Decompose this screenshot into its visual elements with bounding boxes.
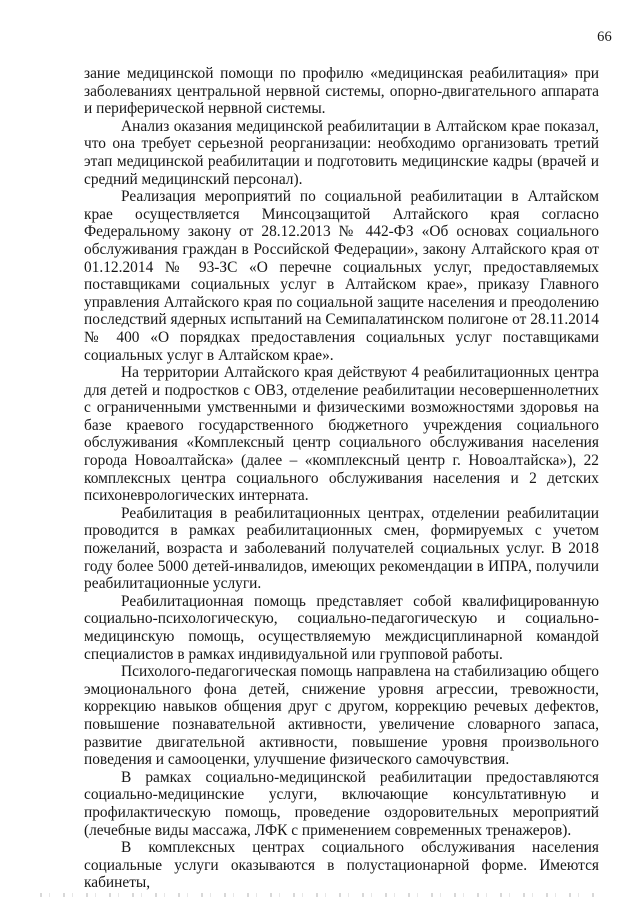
scan-artifact-line bbox=[40, 893, 600, 897]
paragraph-1: зание медицинской помощи по профилю «медицинская реабилитация» при заболеваниях центральной нервной системы, опорно-двигательного аппарата и периферической нервной системы. bbox=[84, 65, 599, 118]
paragraph-4: На территории Алтайского края действуют 4 реабилитационных центра для детей и подростков с ОВЗ, отделение реабилитации несовершеннолетних с ограниченными умственными и физическими возможностями здоровья на базе краевого государственного бюджетного учреждения социального обслуживания «Комплексный центр социального обслуживания населения города Новоалтайска» (далее – «комплексный центр г. Новоалтайска»), 22 комплексных центра социального обслуживания населения и 2 детских психоневрологических интерната. bbox=[84, 364, 599, 505]
paragraph-9: В комплексных центрах социального обслуживания населения социальные услуги оказываются в полустационарной форме. Имеются кабинеты, bbox=[84, 839, 599, 892]
paragraph-6: Реабилитационная помощь представляет собой квалифицированную социально-психологическую, социально-педагогическую и социально-медицинскую помощь, осуществляемую междисциплинарной командой специалистов в рамках индивидуальной или групповой работы. bbox=[84, 592, 599, 663]
paragraph-5: Реабилитация в реабилитационных центрах, отделении реабилитации проводится в рамках реабилитационных смен, формируемых с учетом пожеланий, возраста и заболеваний получателей социальных услуг. В 2018 году более 5000 детей-инвалидов, имеющих рекомендации в ИПРА, получили реабилитационные услуги. bbox=[84, 504, 599, 593]
paragraph-7: Психолого-педагогическая помощь направлена на стабилизацию общего эмоционального фона детей, снижение уровня агрессии, тревожности, коррекцию навыков общения друг с другом, коррекцию речевых дефектов, повышение познавательной активности, увеличение словарного запаса, развитие двигательной активности, повышение уровня произвольного поведения и самооценки, улучшение физического самочувствия. bbox=[84, 663, 599, 769]
paragraph-3: Реализация мероприятий по социальной реабилитации в Алтайском крае осуществляется Минсоцзащитой Алтайского края согласно Федеральному закону от 28.12.2013 № 442-ФЗ «Об основах социального обслуживания граждан в Российской Федерации», закону Алтайского края от 01.12.2014 № 93-ЗС «О перечне социальных услуг, предоставляемых поставщиками социальных услуг в Алтайском крае», приказу Главного управления Алтайского края по социальной защите населения и преодолению последствий ядерных испытаний на Семипалатинском полигоне от 28.11.2014 № 400 «О порядках предоставления социальных услуг поставщиками социальных услуг в Алтайском крае». bbox=[84, 188, 599, 364]
page-number: 66 bbox=[597, 29, 612, 45]
document-body bbox=[84, 65, 599, 892]
paragraph-2: Анализ оказания медицинской реабилитации в Алтайском крае показал, что она требует серьезной реорганизации: необходимо организовать третий этап медицинской реабилитации и подготовить медицинские кадры (врачей и средний медицинский персонал). bbox=[84, 117, 599, 188]
paragraph-8: В рамках социально-медицинской реабилитации предоставляются социально-медицинские услуги, включающие консультативную и профилактическую помощь, проведение оздоровительных мероприятий (лечебные виды массажа, ЛФК с применением современных тренажеров). bbox=[84, 768, 599, 839]
